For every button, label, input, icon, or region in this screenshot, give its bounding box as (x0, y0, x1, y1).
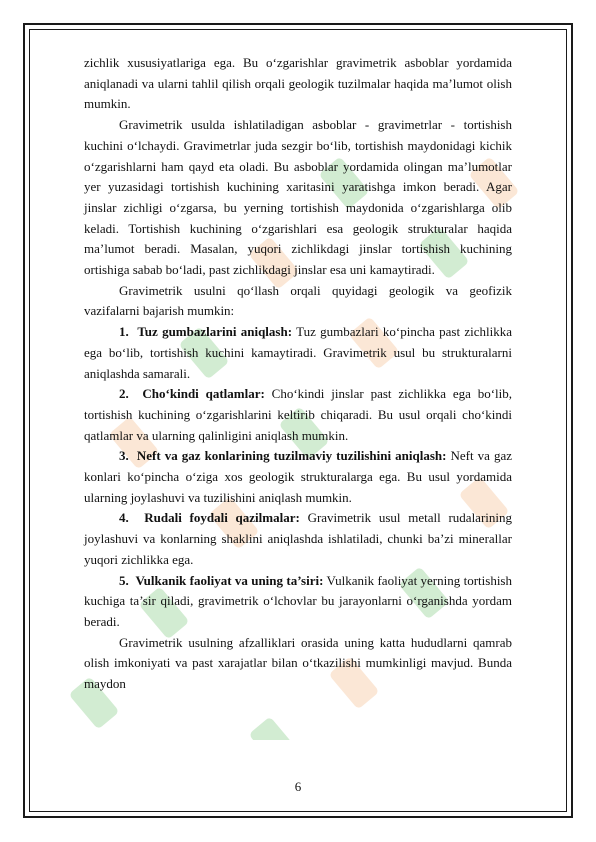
list-item-number: 5. (119, 572, 129, 588)
list-item-heading: Tuz gumbazlarini aniqlash: (137, 324, 293, 340)
paragraph-tasks-intro: Gravimetrik usulni qo‘llash orqali quyidagi geologik va geofizik vazifalarni bajarish mumkin: (84, 282, 512, 319)
list-item (84, 571, 512, 633)
paragraph-continuation: zichlik xususiyatlariga ega. Bu o‘zgarishlar gravimetrik asboblar yordamida aniqlanadi va ularni tahlil qilish orqali geologik tuzilmalar haqida ma’lumot olish mumkin. (84, 55, 512, 112)
list-item (84, 384, 512, 446)
list-item-heading: Vulkanik faoliyat va uning ta’siri: (135, 572, 324, 588)
list-item-heading: Rudali foydali qazilmalar: (144, 510, 300, 526)
list-item (84, 508, 512, 570)
list-item-text: Tuz gumbazlari ko‘pincha past zichlikka ega bo‘lib, tortishish kuchini kamaytiradi. Gravimetrik usul bu strukturalarni aniqlashda samarali. (84, 324, 512, 381)
paragraph-gravimeters: Gravimetrik usulda ishlatiladigan asboblar - gravimetrlar - tortishish kuchini o‘lchaydi. Gravimetrlar juda sezgir bo‘lib, tortishish maydonidagi kichik o‘zgarishlarni ham qayd eta oladi. Bu asboblar yordamida olingan ma’lumotlar yer yuzasidagi tortishish kuchining xaritasini yaratishga imkon beradi. Agar jinslar zichligi o‘zgarsa, bu yerning tortishish maydonida o‘zgarishlarga olib keladi. Tortishish kuchining o‘zgarishlari esa geologik strukturalar haqida ma’lumot beradi. Masalan, yuqori zichlikdagi jinslar tortishish kuchining ortishiga sabab bo‘ladi, past zichlikdagi jinslar esa uni kamaytiradi. (84, 117, 512, 278)
list-item-text: Cho‘kindi jinslar past zichlikka ega bo‘lib, tortishish kuchining o‘zgarishlarini keltirib chiqaradi. Bu usul orqali cho‘kindi qatlamlar va ularning qalinligini aniqlash mumkin. (84, 386, 513, 443)
list-item-text: Vulkanik faoliyat yerning tortishish kuchiga ta’sir qiladi, gravimetrik o‘lchovlar bu jarayonlarni o‘rganishda yordam beradi. (84, 572, 512, 629)
document-body (84, 53, 512, 695)
list-item-text: Neft va gaz konlari ko‘pincha o‘ziga xos geologik strukturalarga ega. Bu usul yordamida ularning joylashuvi va tuzilishini aniqlash mumkin. (84, 448, 512, 505)
list-item-number: 2. (119, 386, 129, 402)
list-item-heading: Cho‘kindi qatlamlar: (142, 386, 265, 402)
list-item (84, 446, 512, 508)
page-number: 6 (294, 779, 302, 794)
paragraph-advantages: Gravimetrik usulning afzalliklari orasida uning katta hududlarni qamrab olish imkoniyati va past xarajatlar bilan o‘tkazilishi mumkinligi mavjud. Bunda maydon (84, 634, 512, 692)
list-item-number: 3. (119, 448, 129, 464)
list-item-heading: Neft va gaz konlarining tuzilmaviy tuzilishini aniqlash: (136, 448, 447, 464)
list-item-text: Gravimetrik usul metall rudalarining joylashuvi va konlarning shaklini aniqlashda ishlatiladi, chunki ba’zi minerallar yuqori zichlikka ega. (84, 510, 512, 567)
list-item-number: 1. (119, 324, 129, 340)
list-item (84, 322, 512, 384)
list-item-number: 4. (119, 510, 129, 526)
